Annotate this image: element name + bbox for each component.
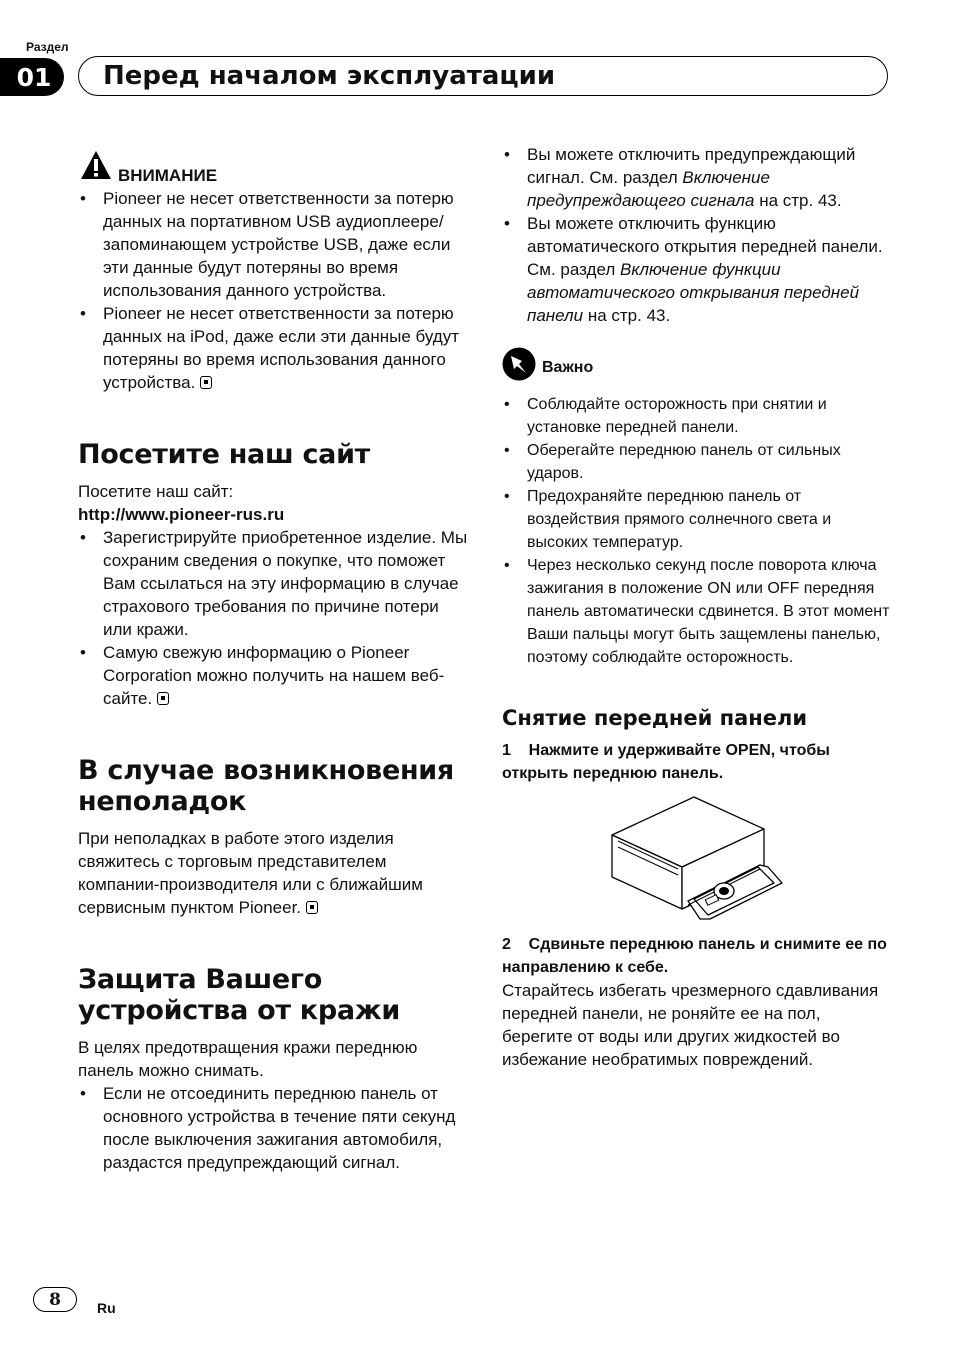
warning-heading	[80, 150, 468, 186]
language-label: Ru	[97, 1300, 116, 1316]
important-list	[502, 393, 894, 669]
list-item: • Вы можете отключить функцию автоматического открытия передней панели. См. раздел Включение функции автоматического открывания передней панели на стр. 43.	[502, 212, 894, 327]
troubles-text: При неполадках в работе этого изделия свяжитесь с торговым представителем компании-производителя или с ближайшим сервисным пунктом Pioneer.	[78, 829, 423, 917]
section-number-badge: 01	[0, 58, 64, 96]
page-title-text: Перед началом эксплуатации	[103, 61, 556, 91]
site-url-link[interactable]: http://www.pioneer-rus.ru	[78, 505, 285, 524]
step-2: 2 Сдвиньте переднюю панель и снимите ее по направлению к себе.	[502, 936, 892, 976]
warning-label: ВНИМАНИЕ	[118, 166, 218, 185]
list-item: • Если не отсоединить переднюю панель от основного устройства в течение пяти секунд после выключения зажигания автомобиля, раздастся предупреждающий сигнал.	[78, 1082, 468, 1174]
cross-reference: Включение предупреждающего сигнала	[527, 168, 770, 210]
list-item: • Предохраняйте переднюю панель от воздействия прямого солнечного света и высоких температур.	[502, 485, 894, 554]
list-item: • Зарегистрируйте приобретенное изделие. Мы сохраним сведения о покупке, что поможет Вам ссылаться на эту информацию в случае страхового требования по причине потери или кражи.	[78, 526, 468, 641]
theft-list	[78, 1082, 468, 1174]
page-title	[78, 56, 888, 96]
section-label: Раздел	[26, 40, 69, 54]
list-item: • Pioneer не несет ответственности за потерю данных на портативном USB аудиоплеере/запоминающем устройстве USB, даже если эти данные будут потеряны во время использования данного устройства.	[78, 187, 468, 302]
important-note-icon	[502, 347, 536, 387]
end-mark-icon	[157, 692, 169, 705]
left-column	[78, 150, 468, 1174]
list-item: • Через несколько секунд после поворота ключа зажигания в положение ON или OFF передняя панель автоматически сдвинется. В этот момент Ваши пальцы могут быть защемлены панелью, поэтому соблюдайте осторожность.	[502, 554, 894, 669]
theft-text: В целях предотвращения кражи переднюю панель можно снимать.	[78, 1038, 418, 1080]
visit-site-heading: Посетите наш сайт	[78, 439, 371, 470]
alarm-list	[502, 143, 894, 327]
end-mark-icon	[200, 376, 212, 389]
theft-heading: Защита Вашего устройства от кражи	[78, 964, 400, 1026]
list-item: • Вы можете отключить предупреждающий сигнал. См. раздел Включение предупреждающего сигнала на стр. 43.	[502, 143, 894, 212]
warning-triangle-icon	[80, 150, 112, 186]
end-mark-icon	[306, 901, 318, 914]
list-item: • Соблюдайте осторожность при снятии и установке передней панели.	[502, 393, 894, 439]
important-label: Важно	[542, 358, 594, 376]
page-number: 8	[33, 1287, 77, 1312]
step-1: 1 Нажмите и удерживайте OPEN, чтобы открыть переднюю панель.	[502, 742, 835, 782]
visit-site-intro: Посетите наш сайт:	[78, 482, 234, 501]
list-item: • Оберегайте переднюю панель от сильных ударов.	[502, 439, 894, 485]
list-item: • Pioneer не несет ответственности за потерю данных на iPod, даже если эти данные будут потеряны во время использования данного устройства.	[78, 302, 468, 394]
troubles-heading: В случае возникновения неполадок	[78, 755, 454, 817]
important-heading	[502, 347, 894, 387]
warning-list	[78, 187, 468, 394]
right-column	[502, 143, 894, 1071]
step-2-text: Старайтесь избегать чрезмерного сдавливания передней панели, не роняйте ее на пол, берегите от воды или других жидкостей во избежание необратимых повреждений.	[502, 981, 879, 1069]
list-item: • Самую свежую информацию о Pioneer Corporation можно получить на нашем веб-сайте.	[78, 641, 468, 710]
head-unit-illustration	[608, 795, 788, 925]
removal-heading: Снятие передней панели	[502, 706, 808, 730]
cross-reference: Включение функции автоматического открывания передней панели	[527, 260, 860, 325]
visit-site-list	[78, 526, 468, 710]
